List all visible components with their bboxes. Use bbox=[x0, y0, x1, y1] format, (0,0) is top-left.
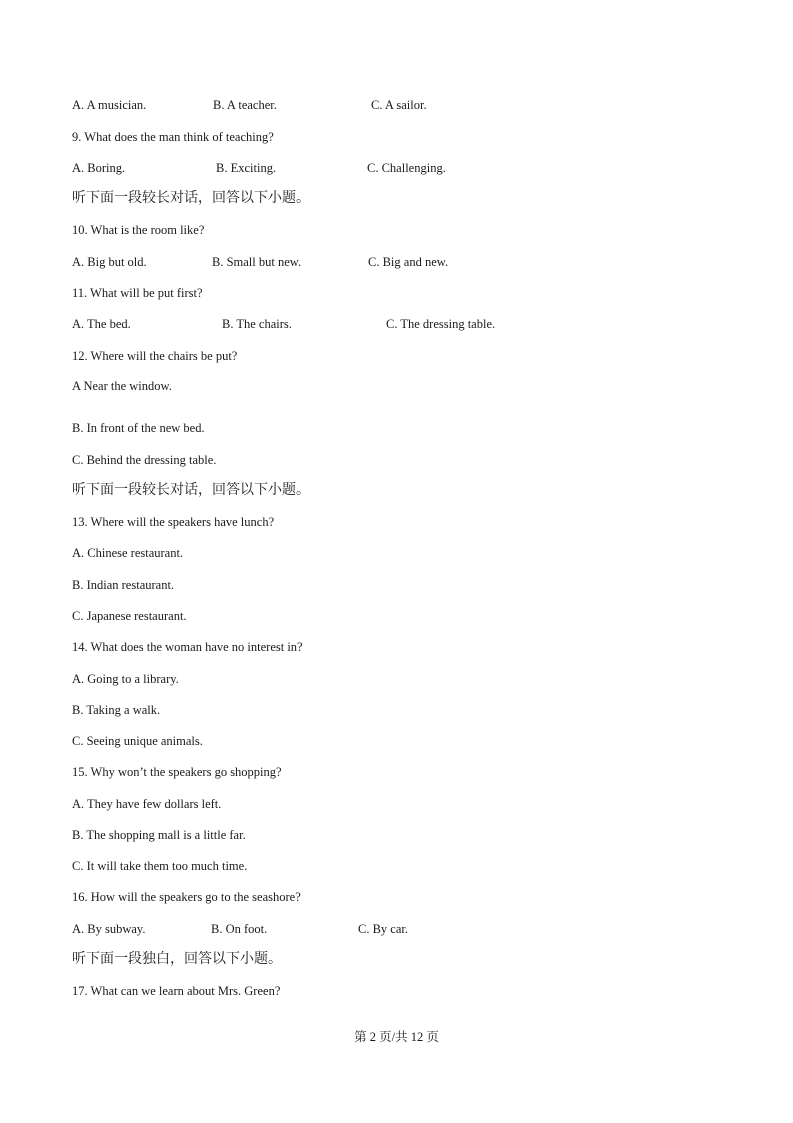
q8-option-b: B. A teacher. bbox=[213, 98, 277, 112]
section-heading-2: 听下面一段较长对话，回答以下小题。 bbox=[72, 482, 310, 498]
q15-option-a: A. They have few dollars left. bbox=[72, 797, 222, 811]
q9-option-a: A. Boring. bbox=[72, 161, 126, 175]
q15-question: 15. Why won’t the speakers go shopping? bbox=[72, 765, 282, 779]
q12-option-b: B. In front of the new bed. bbox=[72, 421, 205, 435]
q17-question: 17. What can we learn about Mrs. Green? bbox=[72, 984, 281, 998]
q16-option-b: B. On foot. bbox=[211, 922, 268, 936]
q13-question: 13. Where will the speakers have lunch? bbox=[72, 515, 275, 529]
q10-option-a: A. Big but old. bbox=[72, 255, 147, 269]
q8-option-c: C. A sailor. bbox=[371, 98, 427, 112]
q11-question: 11. What will be put first? bbox=[72, 286, 203, 300]
q11-option-a: A. The bed. bbox=[72, 317, 131, 331]
q13-option-b: B. Indian restaurant. bbox=[72, 578, 175, 592]
q9-option-b: B. Exciting. bbox=[216, 161, 277, 175]
q14-question: 14. What does the woman have no interest in? bbox=[72, 640, 303, 654]
q15-option-c: C. It will take them too much time. bbox=[72, 859, 248, 873]
q14-option-a: A. Going to a library. bbox=[72, 672, 179, 686]
q16-option-a: A. By subway. bbox=[72, 922, 146, 936]
section-heading-1: 听下面一段较长对话，回答以下小题。 bbox=[72, 190, 310, 206]
q9-question: 9. What does the man think of teaching? bbox=[72, 130, 274, 144]
q14-option-b: B. Taking a walk. bbox=[72, 703, 161, 717]
q10-option-b: B. Small but new. bbox=[212, 255, 302, 269]
q14-option-c: C. Seeing unique animals. bbox=[72, 734, 203, 748]
q9-option-c: C. Challenging. bbox=[367, 161, 446, 175]
q11-option-b: B. The chairs. bbox=[222, 317, 292, 331]
q12-option-a: A Near the window. bbox=[72, 379, 172, 393]
q13-option-c: C. Japanese restaurant. bbox=[72, 609, 187, 623]
q16-option-c: C. By car. bbox=[358, 922, 408, 936]
q10-option-c: C. Big and new. bbox=[368, 255, 449, 269]
q8-option-a: A. A musician. bbox=[72, 98, 147, 112]
q15-option-b: B. The shopping mall is a little far. bbox=[72, 828, 246, 842]
q12-question: 12. Where will the chairs be put? bbox=[72, 349, 238, 363]
section-heading-3: 听下面一段独白，回答以下小题。 bbox=[72, 951, 282, 967]
q16-question: 16. How will the speakers go to the seashore? bbox=[72, 890, 301, 904]
page-footer: 第 2 页/共 12 页 bbox=[354, 1030, 439, 1044]
q13-option-a: A. Chinese restaurant. bbox=[72, 546, 184, 560]
q11-option-c: C. The dressing table. bbox=[386, 317, 496, 331]
q12-option-c: C. Behind the dressing table. bbox=[72, 453, 217, 467]
q10-question: 10. What is the room like? bbox=[72, 223, 205, 237]
